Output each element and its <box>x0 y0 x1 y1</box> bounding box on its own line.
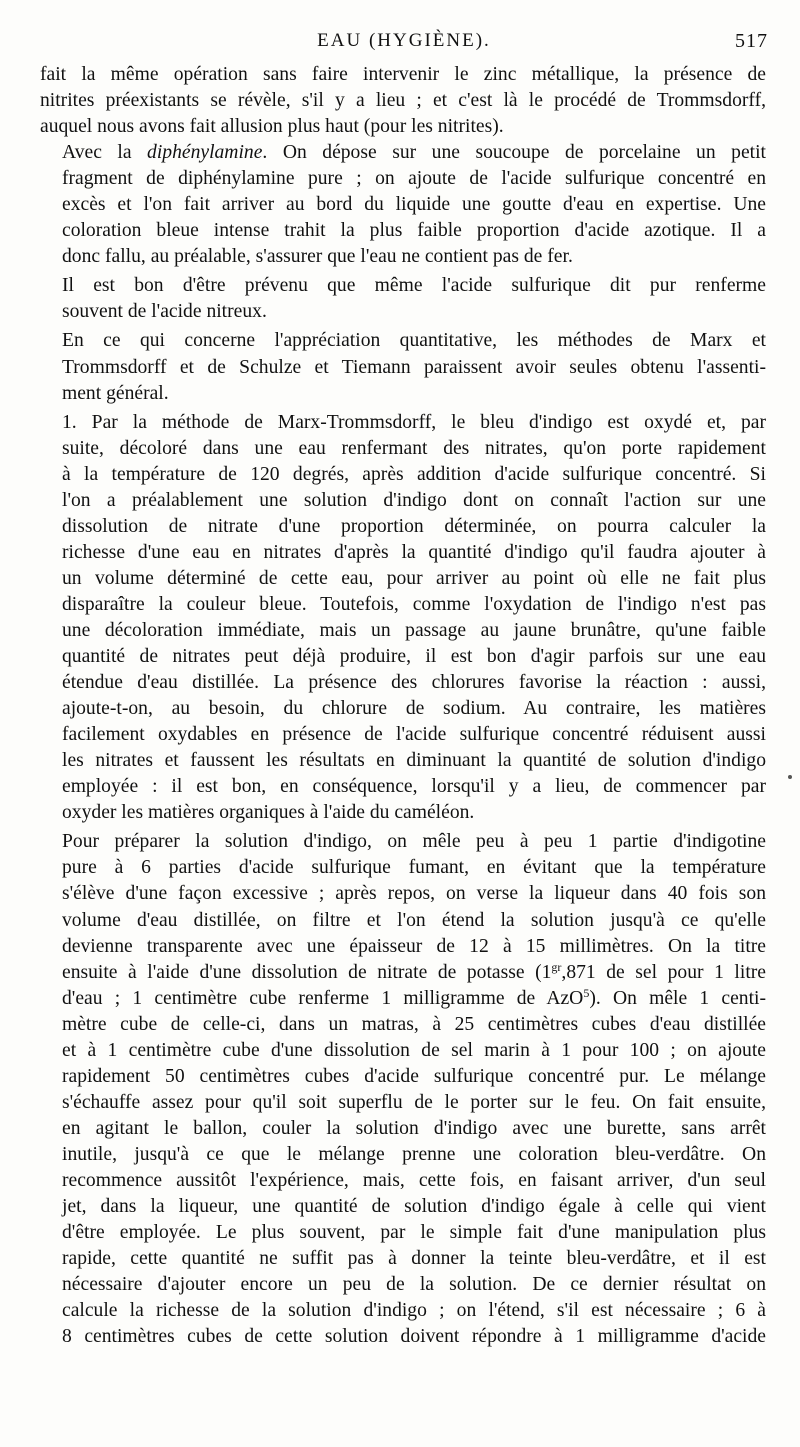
text-line: En ce qui concerne l'appréciation quantitative, les méthodes de Marx et <box>62 330 766 352</box>
paragraph-1 <box>40 62 766 140</box>
text-line <box>40 986 766 1012</box>
text-line: s'échauffe assez pour qu'il soit superflu de le porter sur le feu. On fait ensuite, <box>62 1091 766 1113</box>
text-line: rapidement 50 centimètres cubes d'acide sulfurique concentré pur. Le mélange <box>62 1065 766 1087</box>
text-line: Il est bon d'être prévenu que même l'acide sulfurique dit pur renferme <box>62 275 766 297</box>
text-line: jet, dans la liqueur, une quantité de solution d'indigo égale à celle qui vient <box>62 1196 766 1218</box>
text-line: s'élève d'une façon excessive ; après repos, on verse la liqueur dans 40 fois son <box>62 883 766 905</box>
text-line: ment général. <box>62 382 169 404</box>
text-line: rapide, cette quantité ne suffit pas à donner la teinte bleu-verdâtre, et il est <box>62 1248 766 1270</box>
text-line: disparaître la couleur bleue. Toutefois, comme l'oxydation de l'indigo n'est pas <box>62 593 766 615</box>
superscript: gr <box>551 959 562 974</box>
text-line: Pour préparer la solution d'indigo, on mêle peu à peu 1 partie d'indigotine <box>62 831 766 853</box>
text-line: à la température de 120 degrés, après addition d'acide sulfurique concentré. Si <box>62 463 766 485</box>
text-line: inutile, jusqu'à ce que le mélange prenne une coloration bleu-verdâtre. On <box>62 1143 766 1165</box>
text-line: Trommsdorff et de Schulze et Tiemann paraissent avoir seules obtenu l'assenti- <box>62 356 766 378</box>
text-line: dissolution de nitrate d'une proportion déterminée, on pourra calculer la <box>62 515 766 537</box>
text-run: . On dépose sur une soucoupe de porcelaine un petit <box>262 142 766 164</box>
text-line: pure à 6 parties d'acide sulfurique fumant, en évitant que la température <box>62 857 766 879</box>
page-number: 517 <box>735 30 768 52</box>
body-text <box>40 62 766 1350</box>
text-line <box>40 140 766 166</box>
text-line: ajoute-t-on, au besoin, du chlorure de sodium. Au contraire, les matières <box>62 698 766 720</box>
text-run: ). On mêle 1 centi- <box>589 987 766 1009</box>
text-line: un volume déterminé de cette eau, pour arriver au point où elle ne fait plus <box>62 567 766 589</box>
text-line: richesse d'une eau en nitrates d'après la quantité d'indigo qu'il faudra ajouter à <box>62 541 766 563</box>
superscript: 5 <box>583 985 590 1000</box>
text-line: l'on a préalablement une solution d'indigo dont on connaît l'action sur une <box>62 489 766 511</box>
paragraph-5 <box>40 410 766 827</box>
text-line: employée : il est bon, en conséquence, lorsqu'il y a lieu, de commencer par <box>62 776 766 798</box>
text-line: facilement oxydables en présence de l'acide sulfurique concentré réduisent aussi <box>62 724 766 746</box>
text-line: volume d'eau distillée, on filtre et l'on étend la solution jusqu'à ce qu'elle <box>62 909 766 931</box>
stray-ink-dot <box>788 775 792 779</box>
text-line: devienne transparente avec une épaisseur de 12 à 15 millimètres. On la titre <box>62 935 766 957</box>
text-run: Avec la <box>62 142 148 164</box>
text-line: auquel nous avons fait allusion plus haut (pour les nitrites). <box>40 116 504 138</box>
paragraph-6 <box>40 829 766 1350</box>
text-line: oxyder les matières organiques à l'aide du caméléon. <box>62 802 475 824</box>
text-line: suite, décoloré dans une eau renfermant des nitrates, qu'on porte rapidement <box>62 437 766 459</box>
text-line: mètre cube de celle-ci, dans un matras, à 25 centimètres cubes d'eau distillée <box>62 1013 766 1035</box>
text-line: et à 1 centimètre cube d'une dissolution de sel marin à 1 pour 100 ; on ajoute <box>62 1039 766 1061</box>
italic-term: diphénylamine <box>147 142 263 164</box>
text-run: d'eau ; 1 centimètre cube renferme 1 milligramme de AzO <box>62 987 584 1009</box>
running-head: EAU (HYGIÈNE). <box>317 30 491 51</box>
paragraph-4 <box>40 328 766 406</box>
text-line: souvent de l'acide nitreux. <box>62 301 267 323</box>
text-line: 8 centimètres cubes de cette solution doivent répondre à 1 milligramme d'acide <box>62 1326 766 1348</box>
text-line: calcule la richesse de la solution d'indigo ; on l'étend, s'il est nécessaire ; 6 à <box>62 1300 766 1322</box>
text-line: excès et l'on fait arriver au bord du liquide une goutte d'eau en expertise. Une <box>62 194 766 216</box>
text-line: les nitrates et faussent les résultats en diminuant la quantité de solution d'indigo <box>62 750 766 772</box>
paragraph-2 <box>40 140 766 270</box>
paragraph-3 <box>40 273 766 325</box>
page-header <box>40 30 768 56</box>
text-line: en agitant le ballon, couler la solution d'indigo avec une burette, sans arrêt <box>62 1117 766 1139</box>
text-line: recommence aussitôt l'expérience, mais, cette fois, en faisant arriver, d'un seul <box>62 1169 766 1191</box>
text-line: étendue d'eau distillée. La présence des chlorures favorise la réaction : aussi, <box>62 672 766 694</box>
text-line: une décoloration immédiate, mais un passage au jaune brunâtre, qu'une faible <box>62 619 766 641</box>
text-line: donc fallu, au préalable, s'assurer que l'eau ne contient pas de fer. <box>62 246 573 268</box>
text-line: nitrites préexistants se révèle, s'il y a lieu ; et c'est là le procédé de Trommsdorff, <box>40 90 766 112</box>
text-line: fait la même opération sans faire intervenir le zinc métallique, la présence de <box>40 64 766 85</box>
text-run: ensuite à l'aide d'une dissolution de nitrate de potasse (1 <box>62 961 552 983</box>
text-line: coloration bleue intense trahit la plus faible proportion d'acide azotique. Il a <box>62 220 766 242</box>
text-run: ,871 de sel pour 1 litre <box>561 961 766 983</box>
text-line <box>40 960 766 986</box>
text-line: 1. Par la méthode de Marx-Trommsdorff, le bleu d'indigo est oxydé et, par <box>62 411 766 433</box>
text-line: d'être employée. Le plus souvent, par le simple fait d'une manipulation plus <box>62 1222 766 1244</box>
text-line: fragment de diphénylamine pure ; on ajoute de l'acide sulfurique concentré en <box>62 168 766 190</box>
text-line: nécessaire d'ajouter encore un peu de la solution. De ce dernier résultat on <box>62 1274 766 1296</box>
text-line: quantité de nitrates peut déjà produire, il est bon d'agir parfois sur une eau <box>62 646 766 668</box>
